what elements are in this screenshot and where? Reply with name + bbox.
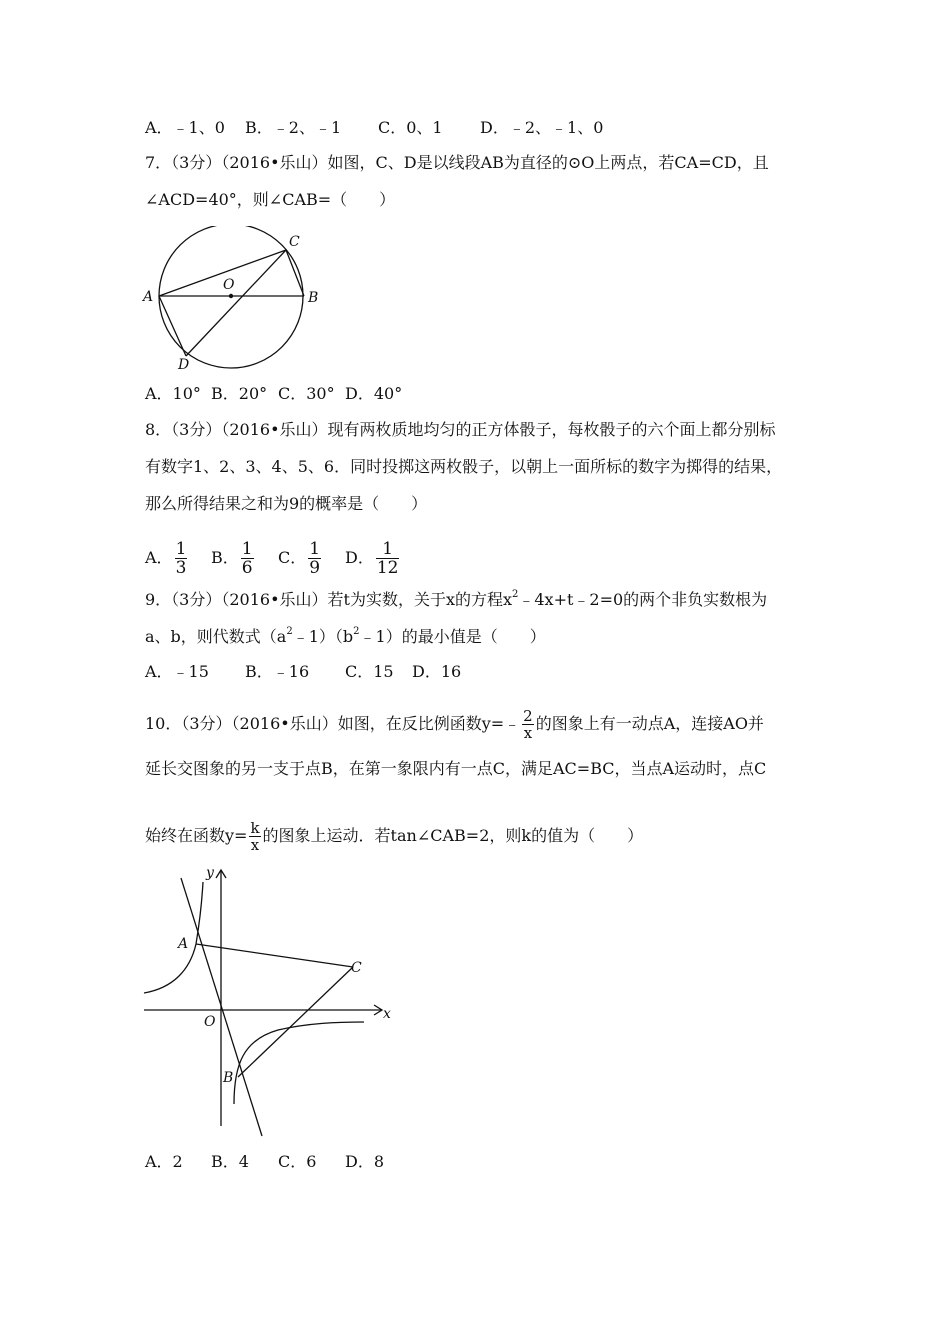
label-a: A	[178, 936, 189, 952]
center-point-o	[229, 294, 233, 298]
q6-option-c: C．0、1	[378, 118, 443, 137]
q6-option-b: B．﹣2、﹣1	[245, 118, 342, 137]
q10-stem-line2: 延长交图象的另一支于点B，在第一象限内有一点C，满足AC=BC，当点A运动时，点C	[145, 759, 767, 778]
q8-option-c: C． $\frac{1}{9}$	[278, 539, 321, 578]
q7-circle-figure	[138, 226, 333, 376]
fraction: $\frac{1}{6}$	[241, 539, 253, 578]
q7-stem-line1: 7．（3分）（2016•乐山）如图，C、D是以线段AB为直径的⊙O上两点，若CA=CD，且	[145, 153, 769, 172]
label-x: x	[383, 1006, 391, 1022]
q10-graph-figure	[138, 860, 398, 1140]
label-y: y	[206, 865, 214, 881]
q8-stem-line1: 8．（3分）（2016•乐山）现有两枚质地均匀的正方体骰子，每枚骰子的六个面上都分别标	[145, 420, 776, 439]
q10-option-c: C．6	[278, 1152, 317, 1171]
q9-option-c: C．15	[345, 662, 394, 681]
label-c: C	[289, 234, 300, 250]
segment-bc	[238, 967, 353, 1077]
segment-cb	[286, 250, 304, 296]
q10-options	[145, 1152, 385, 1172]
q7-option-a: A．10°	[145, 384, 201, 403]
fraction: $\frac{2}{x}$	[523, 707, 533, 742]
q8-option-b: B． $\frac{1}{6}$	[211, 539, 253, 578]
q6-options	[145, 118, 604, 138]
q7-option-d: D．40°	[345, 384, 403, 403]
q9-stem-line1: 9．（3分）（2016•乐山）若t为实数，关于x的方程$x^2﹣4x+t﹣2=0$的两个非负实数根为	[145, 589, 768, 609]
q8-option-d: D． $\frac{1}{12}$	[345, 539, 399, 578]
label-a: A	[143, 289, 154, 305]
q6-option-a: A．﹣1、0	[145, 118, 225, 137]
label-o: O	[223, 277, 235, 293]
segment-ad	[159, 296, 186, 356]
hyperbola-second-quadrant	[144, 882, 203, 993]
label-b: B	[223, 1070, 234, 1086]
q6-option-d: D．﹣2、﹣1、0	[480, 118, 604, 137]
q9-option-b: B．﹣16	[245, 662, 310, 681]
label-d: D	[178, 357, 190, 373]
q10-option-a: A．2	[145, 1152, 183, 1171]
q7-option-c: C．30°	[278, 384, 335, 403]
q9-options	[145, 662, 462, 682]
segment-ac	[196, 944, 353, 967]
q10-stem-line3: 始终在函数y= $\frac{k}{x}$ 的图象上运动．若tan∠CAB=2，则k的值为（ ）	[145, 819, 644, 854]
label-o: O	[204, 1014, 216, 1030]
fraction: $\frac{1}{9}$	[309, 539, 321, 578]
q7-stem-line2: ∠ACD=40°，则∠CAB=（ ）	[145, 190, 396, 209]
q8-option-a: A． $\frac{1}{3}$	[145, 539, 187, 578]
q10-option-b: B．4	[211, 1152, 249, 1171]
fraction: $\frac{1}{3}$	[175, 539, 187, 578]
label-c: C	[351, 960, 362, 976]
q9-option-d: D．16	[412, 662, 462, 681]
label-b: B	[308, 290, 319, 306]
fraction: $\frac{1}{12}$	[376, 539, 399, 578]
q8-stem-line2: 有数字1、2、3、4、5、6．同时投掷这两枚骰子，以朝上一面所标的数字为掷得的结果，	[145, 457, 783, 476]
fraction: $\frac{k}{x}$	[250, 819, 260, 854]
q7-option-b: B．20°	[211, 384, 268, 403]
q7-options	[145, 384, 403, 404]
q9-stem-line2: a、b，则代数式$(a^2﹣1)(b^2﹣1)$的最小值是（ ）	[145, 626, 546, 646]
q8-stem-line3: 那么所得结果之和为9的概率是（ ）	[145, 494, 428, 513]
q10-stem-line1: 10．（3分）（2016•乐山）如图，在反比例函数y=﹣ $\frac{2}{x}$ 的图象上有一动点A，连接AO并	[145, 707, 764, 742]
q10-option-d: D．8	[345, 1152, 385, 1171]
q9-option-a: A．﹣15	[145, 662, 209, 681]
segment-cd	[186, 250, 286, 356]
